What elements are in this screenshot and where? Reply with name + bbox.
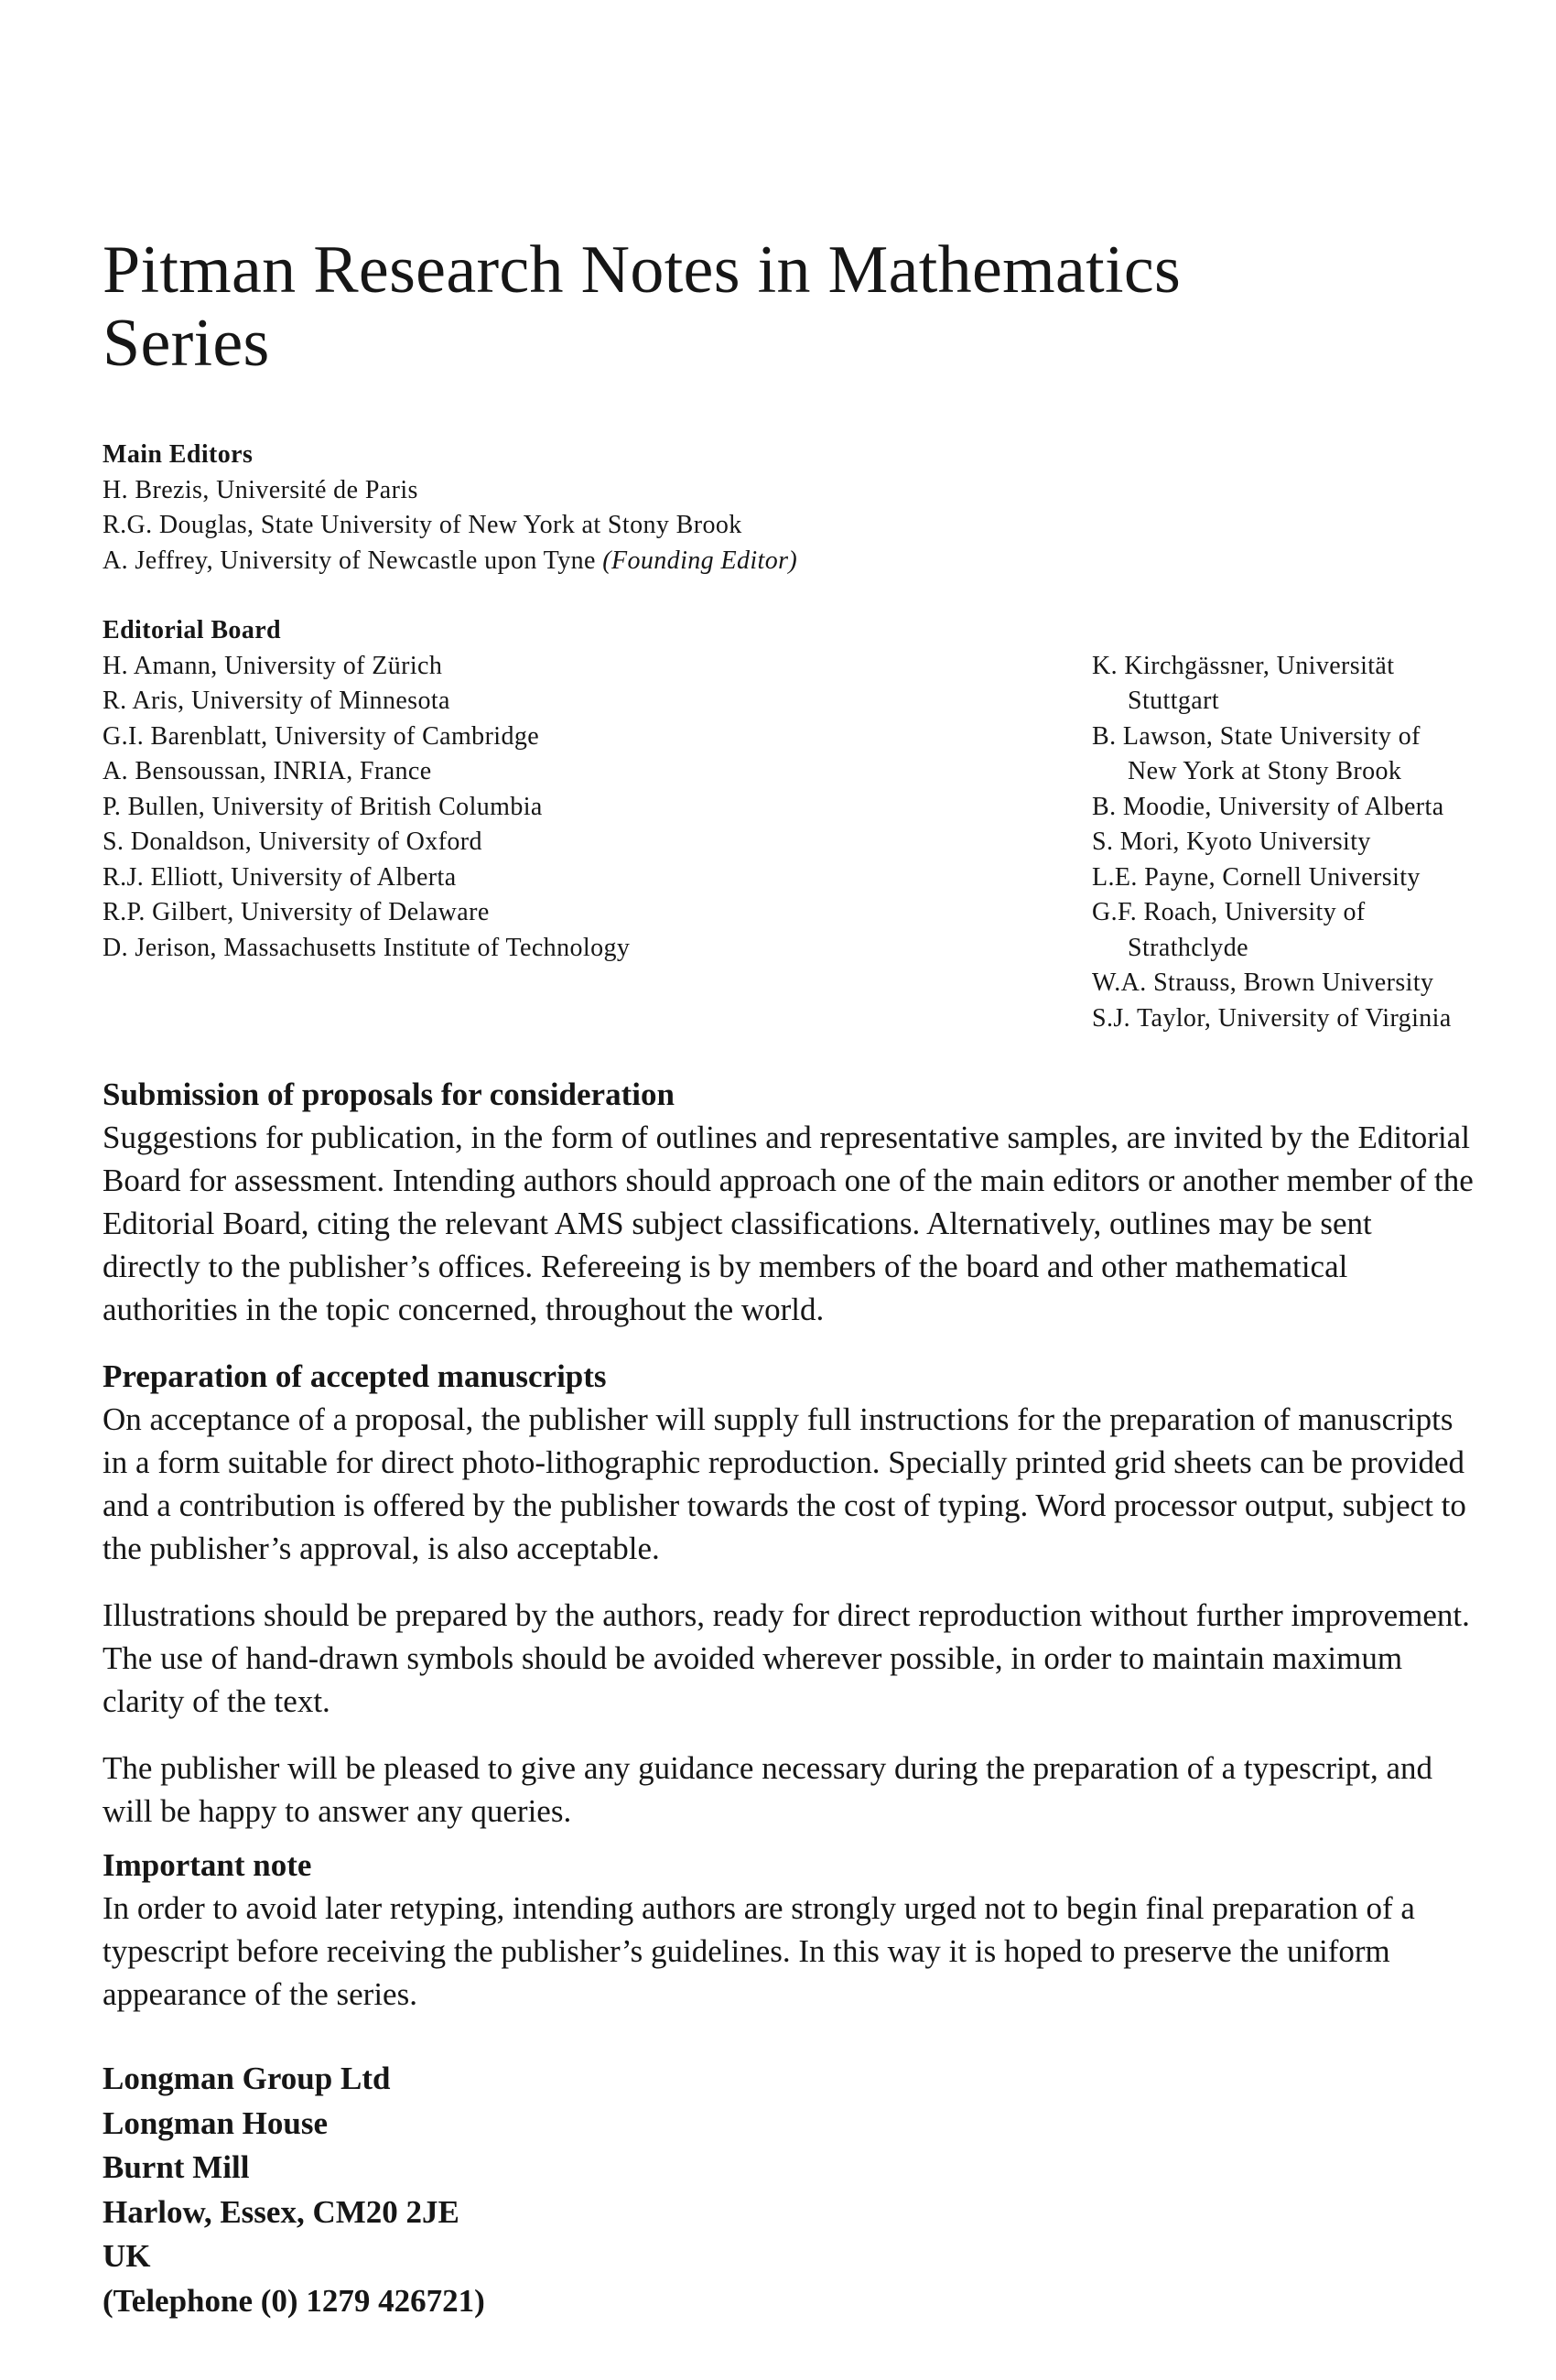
main-editor-item: H. Brezis, Université de Paris (103, 475, 418, 504)
series-title-line-1: Pitman Research Notes in Mathematics (103, 233, 1182, 308)
address-line: UK (103, 2238, 151, 2274)
address-line: Burnt Mill (103, 2149, 250, 2185)
preparation-paragraph-1: On acceptance of a proposal, the publisher will supply full instructions for the preparation of manuscripts in a form suitable for direct photo-lithographic reproduction. Specially printed grid sheets can be provided and a contribution is offered by the publisher towards the cost of typing. Word processor output, subject to the publisher’s approval, is also acceptable. (103, 1401, 1466, 1566)
important-note-section (103, 1844, 1475, 2016)
preparation-paragraph-3: The publisher will be pleased to give any guidance necessary during the preparation of a typescript, and will be happy to answer any queries. (103, 1750, 1432, 1829)
editorial-board-columns (103, 649, 1475, 1037)
board-member: R.P. Gilbert, University of Delaware (103, 898, 490, 926)
board-member: G.I. Barenblatt, University of Cambridge (103, 721, 540, 751)
address-line: Harlow, Essex, CM20 2JE (103, 2193, 459, 2230)
important-note-paragraph: In order to avoid later retyping, intending authors are strongly urged not to begin final preparation of a typescript before receiving the publisher’s guidelines. In this way it is hoped to preserve the uniform appearance of the series. (103, 1890, 1415, 2012)
board-member: K. Kirchgässner, Universität Stuttgart (1092, 651, 1395, 715)
board-member: S.J. Taylor, University of Virginia (1092, 1003, 1452, 1033)
editorial-board-right-column (1092, 649, 1475, 1037)
main-editor-item (103, 544, 1475, 579)
board-member: S. Donaldson, University of Oxford (103, 828, 482, 856)
important-note-heading: Important note (103, 1847, 312, 1883)
board-member: A. Bensoussan, INRIA, France (103, 757, 432, 785)
main-editor-name: A. Jeffrey, University of Newcastle upon Tyne (103, 546, 596, 575)
founding-editor-note: (Founding Editor) (602, 546, 798, 575)
publisher-address (103, 2057, 1475, 2323)
board-member: G.F. Roach, University of Strathclyde (1092, 898, 1366, 962)
preparation-heading: Preparation of accepted manuscripts (103, 1358, 607, 1394)
editorial-board-heading: Editorial Board (103, 616, 282, 644)
board-member: S. Mori, Kyoto University (1092, 828, 1371, 856)
board-member: H. Amann, University of Zürich (103, 651, 443, 680)
editorial-board-left-column (103, 649, 1092, 1037)
board-member: P. Bullen, University of British Columbia (103, 792, 543, 821)
address-telephone: (Telephone (0) 1279 426721) (103, 2282, 485, 2319)
board-member: B. Lawson, State University of New York at Stony Brook (1092, 721, 1421, 785)
series-title (103, 233, 1475, 380)
board-member: B. Moodie, University of Alberta (1092, 792, 1444, 821)
editorial-board-section (103, 613, 1475, 1036)
board-member: W.A. Strauss, Brown University (1092, 968, 1434, 997)
document-page (103, 233, 1475, 2323)
main-editors-section (103, 438, 1475, 579)
board-member: D. Jerison, Massachusetts Institute of Technology (103, 933, 631, 962)
preparation-section (103, 1355, 1475, 1833)
submission-heading: Submission of proposals for consideration (103, 1076, 675, 1112)
submission-section (103, 1073, 1475, 1331)
address-line: Longman House (103, 2104, 329, 2141)
main-editor-item: R.G. Douglas, State University of New York at Stony Brook (103, 511, 742, 539)
series-title-line-2: Series (103, 306, 270, 381)
address-line: Longman Group Ltd (103, 2061, 391, 2096)
board-member: R.J. Elliott, University of Alberta (103, 862, 457, 892)
board-member: R. Aris, University of Minnesota (103, 687, 450, 715)
submission-paragraph: Suggestions for publication, in the form of outlines and representative samples, are invited by the Editorial Board for assessment. Intending authors should approach one of the main editors or another member of the Editorial Board, citing the relevant AMS subject classifications. Alternatively, outlines may be sent directly to the publisher’s offices. Refereeing is by members of the board and other mathematical authorities in the topic concerned, throughout the world. (103, 1120, 1474, 1327)
preparation-paragraph-2: Illustrations should be prepared by the authors, ready for direct reproduction without further improvement. The use of hand-drawn symbols should be avoided wherever possible, in order to maintain maximum clarity of the text. (103, 1597, 1470, 1719)
main-editors-heading: Main Editors (103, 440, 254, 469)
board-member: L.E. Payne, Cornell University (1092, 862, 1421, 892)
